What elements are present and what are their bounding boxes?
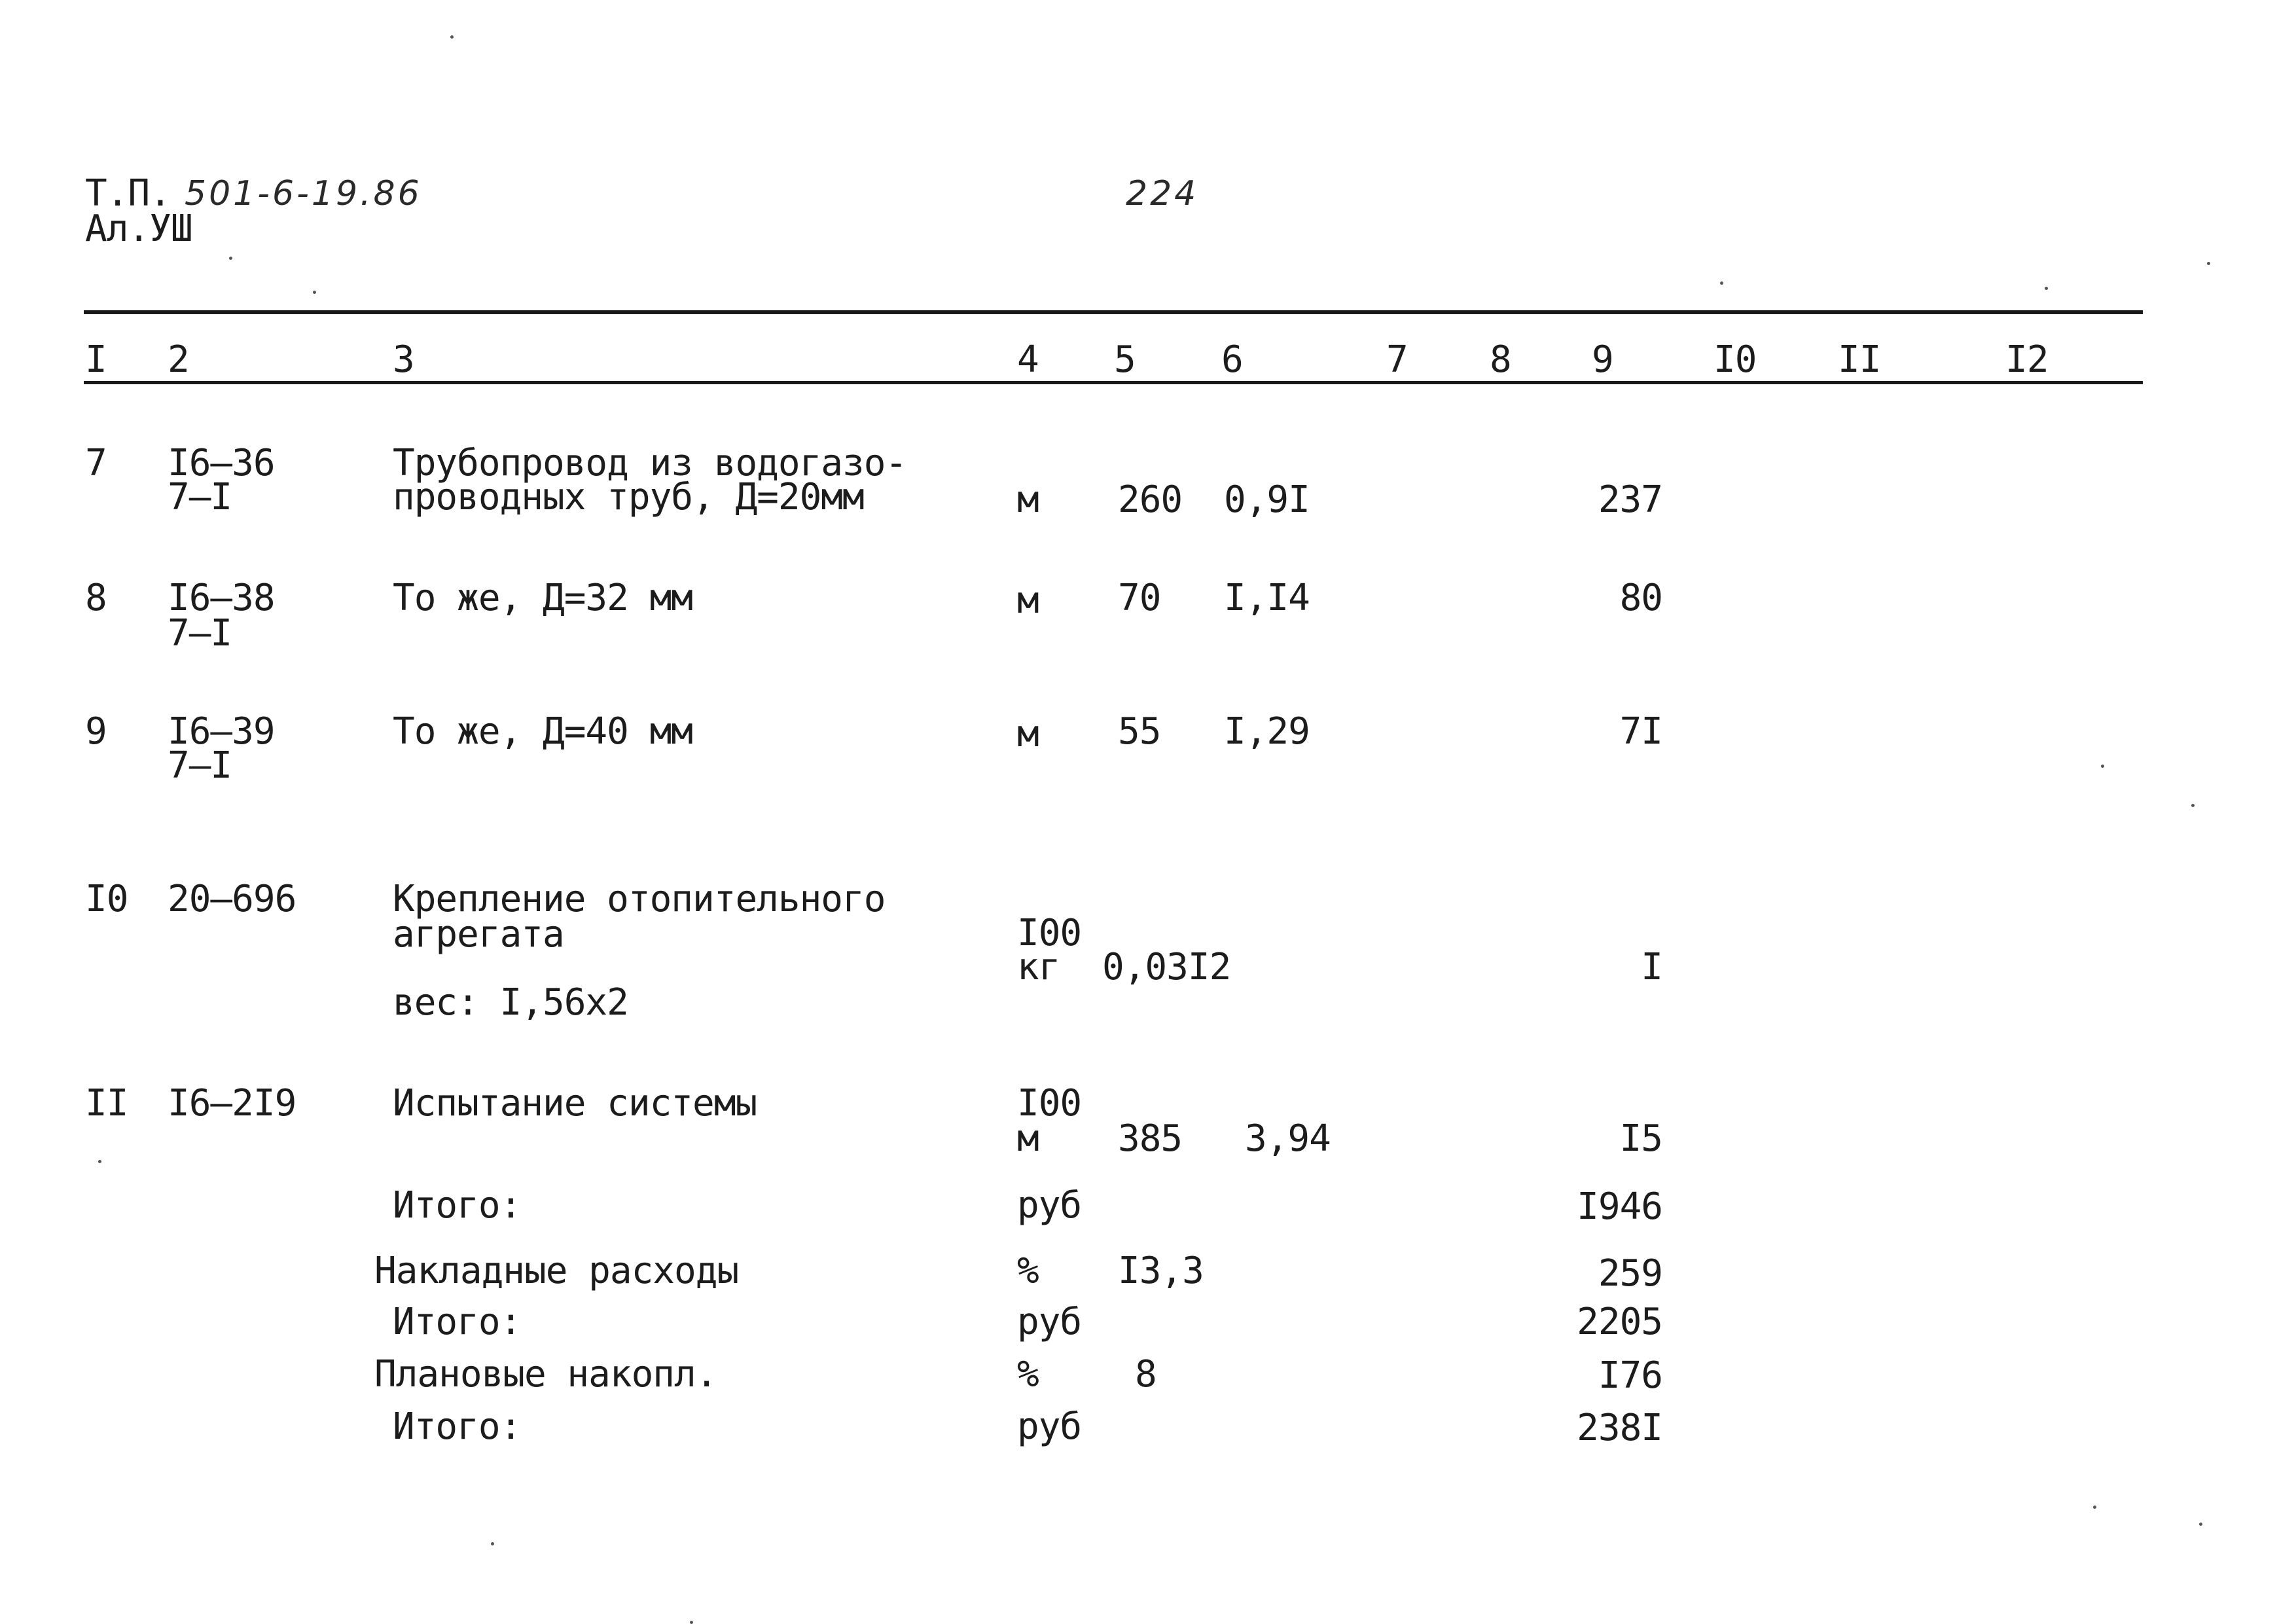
- summary-unit: руб: [1017, 1405, 1082, 1448]
- column-header: 9: [1592, 338, 1613, 381]
- summary-total: I946: [1577, 1185, 1662, 1228]
- column-header: 2: [168, 338, 189, 381]
- row-code-sub: 7–I: [168, 476, 232, 518]
- summary-total: 259: [1598, 1252, 1662, 1295]
- row-number: 8: [85, 577, 107, 619]
- summary-label: Плановые накопл.: [374, 1353, 717, 1396]
- row-unit: м: [1017, 713, 1039, 755]
- summary-rate: 8: [1135, 1353, 1157, 1396]
- row-number: 9: [85, 710, 107, 753]
- row-quantity: 70: [1118, 577, 1161, 619]
- row-total: 237: [1598, 478, 1662, 521]
- column-header: I: [85, 338, 107, 381]
- row-total: 80: [1619, 577, 1662, 619]
- row-code-sub: 7–I: [168, 612, 232, 655]
- column-header: 5: [1114, 338, 1136, 381]
- row-unit: I00: [1017, 912, 1082, 954]
- row-quantity: 260: [1118, 478, 1183, 521]
- row-description: То же, Д=32 мм: [393, 577, 693, 619]
- row-unit-sub: кг: [1017, 946, 1060, 988]
- scan-speck: [2199, 1523, 2202, 1526]
- row-total: I: [1641, 946, 1662, 988]
- row-unit-price: I,I4: [1224, 577, 1310, 619]
- row-total: I5: [1619, 1117, 1662, 1160]
- scan-speck: [690, 1621, 693, 1624]
- scan-speck: [2093, 1506, 2096, 1509]
- column-header: 7: [1386, 338, 1408, 381]
- summary-unit: руб: [1017, 1184, 1082, 1227]
- row-unit: I00: [1017, 1082, 1082, 1125]
- row-number: 7: [85, 442, 107, 484]
- row-description-cont: агрегата: [393, 913, 564, 956]
- row-weight-note: вес: I,56х2: [393, 981, 628, 1024]
- row-number: I0: [85, 878, 128, 920]
- column-header: I0: [1713, 338, 1757, 381]
- row-unit-price: 3,94: [1245, 1117, 1331, 1160]
- column-header: 8: [1490, 338, 1511, 381]
- table-top-rule: [84, 310, 2143, 314]
- column-header: II: [1838, 338, 1881, 381]
- project-number: 501-6-19.86: [185, 174, 422, 213]
- summary-label: Итого:: [393, 1405, 522, 1448]
- scan-speck: [2191, 804, 2195, 807]
- header-bottom-rule: [84, 381, 2143, 384]
- row-unit: м: [1017, 478, 1039, 521]
- column-header: 6: [1221, 338, 1243, 381]
- scan-speck: [2045, 287, 2048, 290]
- row-quantity: 55: [1118, 710, 1161, 753]
- scan-speck: [491, 1542, 494, 1545]
- row-code: I6–36: [168, 442, 275, 484]
- row-unit: м: [1017, 579, 1039, 622]
- summary-unit: %: [1017, 1353, 1039, 1396]
- row-description-cont: проводных труб, Д=20мм: [393, 476, 864, 518]
- row-unit-price: I,29: [1224, 710, 1310, 753]
- summary-total: I76: [1598, 1354, 1662, 1397]
- row-number: II: [85, 1082, 128, 1125]
- album-label: Ал.УШ: [85, 208, 192, 250]
- summary-label: Итого:: [393, 1184, 522, 1227]
- column-header: 4: [1017, 338, 1039, 381]
- row-code: I6–39: [168, 710, 275, 753]
- row-description: То же, Д=40 мм: [393, 710, 693, 753]
- row-total: 7I: [1619, 710, 1662, 753]
- scan-speck: [450, 35, 454, 39]
- summary-label: Итого:: [393, 1301, 522, 1343]
- row-description: Крепление отопительного: [393, 878, 886, 920]
- summary-total: 2205: [1577, 1301, 1662, 1343]
- row-quantity: 0,03I2: [1102, 946, 1231, 988]
- row-unit-sub: м: [1017, 1117, 1039, 1160]
- summary-total: 238I: [1577, 1407, 1662, 1449]
- summary-unit: руб: [1017, 1301, 1082, 1343]
- page-number: 224: [1126, 174, 1199, 213]
- header-prefix: Т.П.: [85, 172, 171, 215]
- column-header: I2: [2005, 338, 2049, 381]
- row-unit-price: 0,9I: [1224, 478, 1310, 521]
- column-header: 3: [393, 338, 414, 381]
- scan-speck: [229, 257, 232, 260]
- row-code: 20–696: [168, 878, 296, 920]
- row-code-sub: 7–I: [168, 744, 232, 787]
- scan-speck: [2101, 765, 2104, 768]
- scan-speck: [1720, 281, 1723, 285]
- scan-speck: [98, 1160, 101, 1163]
- scan-speck: [2207, 262, 2210, 265]
- summary-rate: I3,3: [1118, 1250, 1204, 1292]
- row-code: I6–38: [168, 577, 275, 619]
- summary-label: Накладные расходы: [374, 1250, 739, 1292]
- scan-speck: [313, 291, 316, 294]
- row-code: I6–2I9: [168, 1082, 296, 1125]
- row-description: Испытание системы: [393, 1082, 757, 1125]
- row-description: Трубопровод из водогазо-: [393, 442, 907, 484]
- summary-unit: %: [1017, 1250, 1039, 1292]
- row-quantity: 385: [1118, 1117, 1183, 1160]
